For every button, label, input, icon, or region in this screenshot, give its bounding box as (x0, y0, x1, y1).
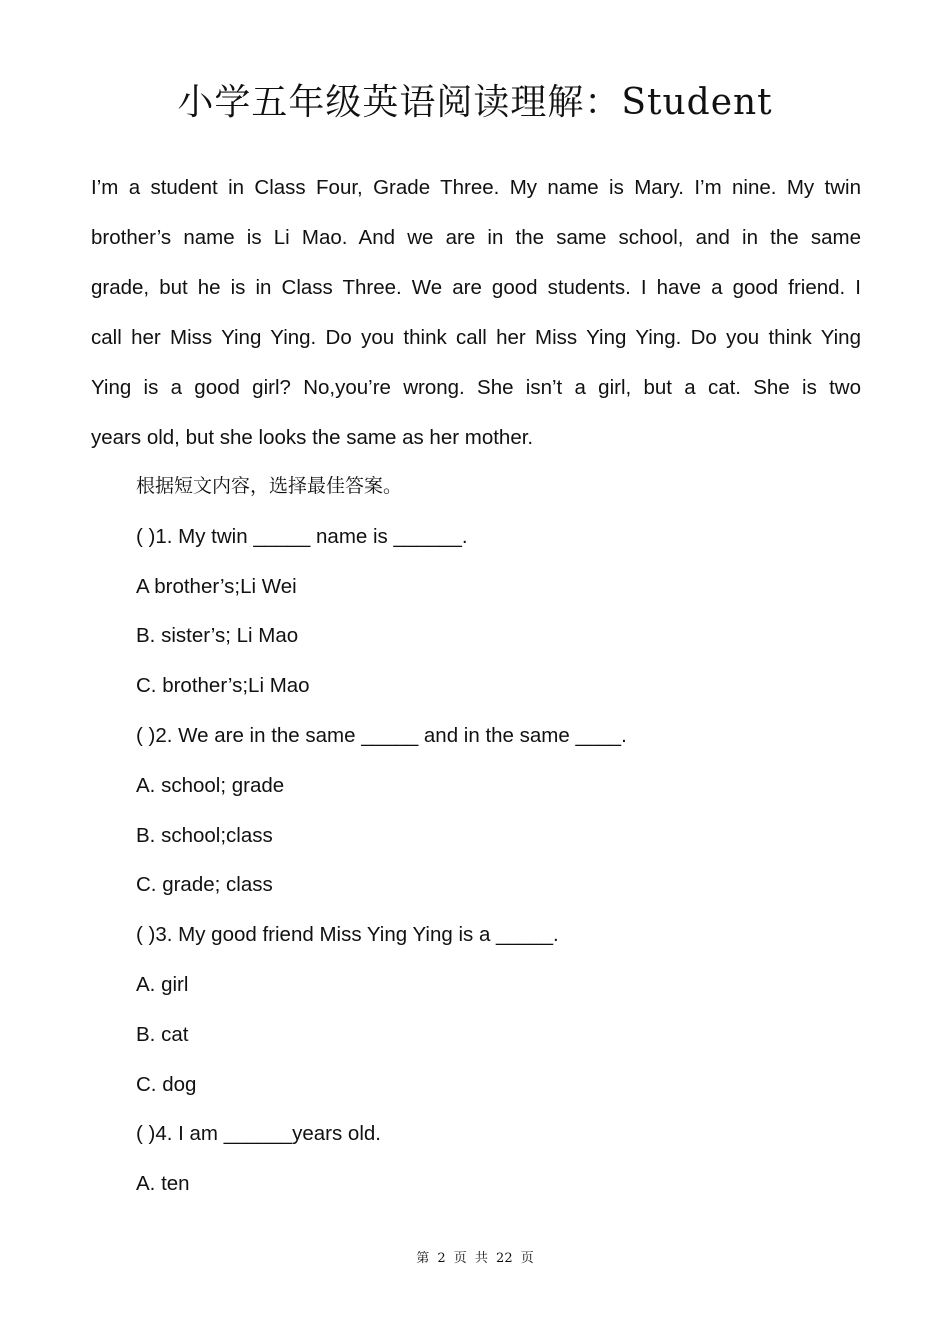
passage-line: call her Miss Ying Ying. Do you think call her Miss Ying Ying. Do you think Ying (91, 326, 861, 349)
question-stem-1: ( )1. My twin _____ name is ______. (136, 524, 468, 548)
question-stem-4: ( )4. I am ______years old. (136, 1122, 381, 1146)
option-2a: A. school; grade (136, 773, 285, 797)
passage-line: I’m a student in Class Four, Grade Three. My name is Mary. I’m nine. My twin (91, 176, 861, 199)
option-1a: A brother’s;Li Wei (136, 574, 297, 598)
passage-line: Ying is a good girl? No,you’re wrong. She isn’t a girl, but a cat. She is two (91, 376, 861, 399)
option-1c: C. brother’s;Li Mao (136, 674, 310, 698)
option-3b: B. cat (136, 1022, 189, 1046)
instruction-text: 根据短文内容，选择最佳答案。 (136, 475, 403, 497)
option-2b: B. school;class (136, 823, 273, 847)
option-1b: B. sister’s; Li Mao (136, 624, 299, 648)
page-footer: 第 2 页 共 22 页 (416, 1251, 534, 1266)
option-3a: A. girl (136, 972, 189, 996)
question-section (136, 462, 896, 1209)
passage-line: years old, but she looks the same as her mother. (91, 426, 534, 449)
question-stem-3: ( )3. My good friend Miss Ying Ying is a _____. (136, 923, 559, 947)
document-title: 小学五年级英语阅读理解：Student (177, 82, 773, 123)
option-4a: A. ten (136, 1172, 190, 1196)
option-2c: C. grade; class (136, 873, 273, 897)
passage-line: grade, but he is in Class Three. We are good students. I have a good friend. I (91, 276, 861, 299)
passage-line: brother’s name is Li Mao. And we are in the same school, and in the same (91, 226, 861, 249)
option-3c: C. dog (136, 1072, 197, 1096)
question-stem-2: ( )2. We are in the same _____ and in the same ____. (136, 723, 627, 747)
reading-passage (91, 163, 861, 463)
